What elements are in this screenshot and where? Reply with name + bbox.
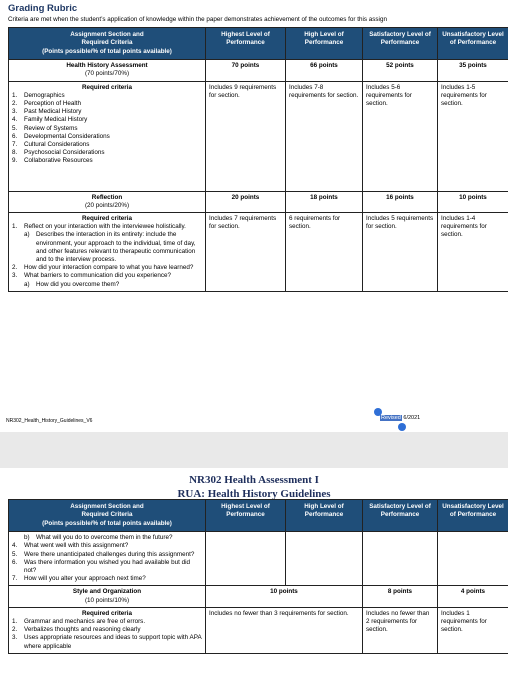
section-title: Health History Assessment bbox=[66, 62, 148, 70]
required-criteria-label: Required criteria bbox=[81, 83, 133, 91]
list-item: a) Describes the interaction in its entirety: include the environment, your approach to the individual, time of day, and other features relevant to therapeutic communication and to the interview process. bbox=[24, 231, 196, 264]
criteria-cell bbox=[9, 532, 206, 586]
header-row bbox=[9, 28, 508, 60]
points-highest: 70 points bbox=[206, 60, 286, 81]
points-unsatisfactory: 35 points bbox=[438, 60, 508, 81]
header-row bbox=[9, 500, 508, 532]
header-unsatisfactory: Unsatisfactory Level of Performance bbox=[438, 28, 508, 60]
header-criteria bbox=[9, 500, 206, 532]
header-highest: Highest Level of Performance bbox=[206, 28, 286, 60]
rubric-table-continued bbox=[8, 499, 508, 654]
document-title: NR302 Health Assessment I bbox=[189, 474, 319, 486]
section-style-points bbox=[9, 586, 508, 607]
header-criteria bbox=[9, 28, 206, 60]
rubric-intro: Criteria are met when the student’s application of knowledge within the paper demonstrates achievement of the outcomes for this assign bbox=[8, 16, 387, 23]
selection-handle-icon[interactable] bbox=[374, 408, 382, 416]
criteria-cell bbox=[9, 607, 206, 653]
section-reflection-criteria bbox=[9, 213, 508, 292]
header-high: High Level of Performance bbox=[286, 28, 363, 60]
desc-unsatisfactory: Includes 1-5 requirements for section. bbox=[438, 81, 508, 191]
list-item: 5. Were there unanticipated challenges during this assignment? bbox=[12, 550, 195, 558]
list-item: 1. Demographics bbox=[12, 91, 65, 99]
footer-filename: NR302_Health_History_Guidelines_V6 bbox=[6, 418, 93, 424]
header-highest: Highest Level of Performance bbox=[206, 500, 286, 532]
revised-stamp bbox=[380, 415, 420, 421]
section-title-cell bbox=[9, 191, 206, 212]
header-criteria-line1: Assignment Section and bbox=[70, 31, 144, 38]
empty-cell bbox=[438, 532, 508, 586]
section-health-history-points bbox=[9, 60, 508, 81]
list-item: 6. Developmental Considerations bbox=[12, 132, 110, 140]
header-satisfactory: Satisfactory Level of Performance bbox=[363, 28, 438, 60]
header-criteria-line2: Required Criteria bbox=[81, 39, 133, 47]
required-criteria-label: Required criteria bbox=[81, 609, 133, 617]
page-gap bbox=[0, 432, 508, 468]
criteria-list bbox=[12, 92, 202, 166]
header-high: High Level of Performance bbox=[286, 500, 363, 532]
header-criteria-line1: Assignment Section and bbox=[70, 503, 144, 510]
header-criteria-line3: (Points possible/% of total points available) bbox=[42, 47, 172, 55]
section-reflection-points bbox=[9, 191, 508, 212]
list-item: 2. Verbalizes thoughts and reasoning clearly bbox=[12, 626, 141, 634]
points-satisfactory: 8 points bbox=[363, 586, 438, 607]
desc-satisfactory: Includes 5-6 requirements for section. bbox=[363, 81, 438, 191]
list-item: 4. Family Medical History bbox=[12, 116, 88, 124]
desc-highest: Includes 9 requirements for section. bbox=[206, 81, 286, 191]
section-health-history-criteria bbox=[9, 81, 508, 191]
rubric-page-2 bbox=[0, 468, 508, 700]
section-points: (70 points/70%) bbox=[84, 70, 130, 78]
list-item: b) What will you do to overcome them in the future? bbox=[24, 534, 173, 542]
list-item: 3. What barriers to communication did you experience? bbox=[12, 272, 171, 280]
list-item: 2. How did your interaction compare to what you have learned? bbox=[12, 264, 194, 272]
desc-high: 6 requirements for section. bbox=[286, 213, 363, 292]
points-satisfactory: 52 points bbox=[363, 60, 438, 81]
list-item: 3. Past Medical History bbox=[12, 108, 82, 116]
empty-cell bbox=[286, 532, 363, 586]
list-item: 6. Was there information you wished you had available but did not? bbox=[12, 558, 191, 575]
required-criteria-label: Required criteria bbox=[81, 215, 133, 223]
desc-unsatisfactory: Includes 1-4 requirements for section. bbox=[438, 213, 508, 292]
points-unsatisfactory: 4 points bbox=[438, 586, 508, 607]
points-satisfactory: 16 points bbox=[363, 191, 438, 212]
list-item: 1. Reflect on your interaction with the interviewee holistically. bbox=[12, 223, 186, 231]
list-item: 9. Collaborative Resources bbox=[12, 157, 93, 165]
list-item: a) How did you overcome them? bbox=[24, 280, 120, 288]
desc-satisfactory: Includes 5 requirements for section. bbox=[363, 213, 438, 292]
list-item: 3. Uses appropriate resources and ideas to support topic with APA where applicable bbox=[12, 634, 202, 650]
list-item: 7. How will you alter your approach next time? bbox=[12, 575, 146, 583]
revised-date: 6/2021 bbox=[403, 415, 421, 421]
desc-highest-high: Includes no fewer than 3 requirements for section. bbox=[206, 607, 363, 653]
criteria-cell bbox=[9, 213, 206, 292]
points-unsatisfactory: 10 points bbox=[438, 191, 508, 212]
section-points: (10 points/10%) bbox=[84, 596, 130, 604]
section-title-cell bbox=[9, 586, 206, 607]
desc-unsatisfactory: Includes 1 requirements for section. bbox=[438, 607, 508, 653]
list-item: 1. Grammar and mechanics are free of errors. bbox=[12, 618, 146, 626]
rubric-table bbox=[8, 27, 508, 292]
list-item: 4. What went well with this assignment? bbox=[12, 542, 129, 550]
list-item: 5. Review of Systems bbox=[12, 124, 78, 132]
section-title-cell bbox=[9, 60, 206, 81]
selection-handle-icon[interactable] bbox=[398, 423, 406, 431]
list-item: 8. Psychosocial Considerations bbox=[12, 149, 105, 157]
list-item: 7. Cultural Considerations bbox=[12, 141, 90, 149]
section-title: Reflection bbox=[91, 193, 123, 201]
points-high: 18 points bbox=[286, 191, 363, 212]
points-high: 66 points bbox=[286, 60, 363, 81]
header-criteria-line3: (Points possible/% of total points available) bbox=[42, 519, 172, 527]
empty-cell bbox=[206, 532, 286, 586]
list-item: 2. Perception of Health bbox=[12, 100, 82, 108]
section-title: Style and Organization bbox=[72, 588, 142, 596]
desc-highest: Includes 7 requirements for section. bbox=[206, 213, 286, 292]
criteria-cell bbox=[9, 81, 206, 191]
header-satisfactory: Satisfactory Level of Performance bbox=[363, 500, 438, 532]
document-subtitle: RUA: Health History Guidelines bbox=[177, 488, 331, 500]
desc-satisfactory: Includes no fewer than 2 requirements for section. bbox=[363, 607, 438, 653]
reflection-continued-row bbox=[9, 532, 508, 586]
empty-cell bbox=[363, 532, 438, 586]
section-points: (20 points/20%) bbox=[84, 201, 130, 209]
revised-word: Revised bbox=[381, 415, 401, 421]
header-unsatisfactory: Unsatisfactory Level of Performance bbox=[438, 500, 508, 532]
points-highest-high: 10 points bbox=[206, 586, 363, 607]
rubric-title: Grading Rubric bbox=[8, 3, 78, 14]
header-criteria-line2: Required Criteria bbox=[81, 511, 133, 519]
points-highest: 20 points bbox=[206, 191, 286, 212]
desc-high: Includes 7-8 requirements for section. bbox=[286, 81, 363, 191]
section-style-criteria bbox=[9, 607, 508, 653]
